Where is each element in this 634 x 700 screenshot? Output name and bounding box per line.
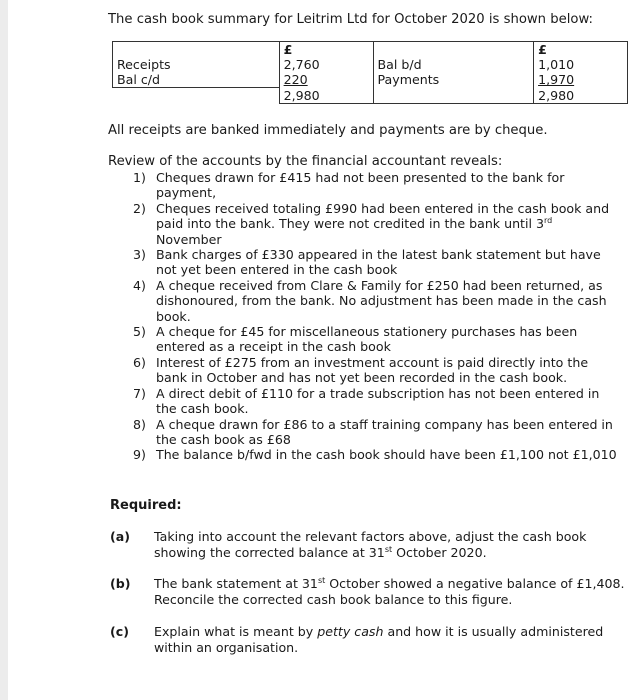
item-text: Interest of £275 from an investment account is paid directly into the bank in October and has not yet been recorded in the cash book.	[156, 354, 589, 386]
item-number: 6)	[133, 354, 146, 370]
item-number: 5)	[133, 324, 146, 340]
table-row	[113, 72, 628, 88]
list-item	[133, 355, 623, 386]
item-number: 8)	[133, 416, 146, 432]
row-label-left: Bal c/d	[113, 72, 280, 88]
list-item	[133, 417, 623, 448]
item-superscript: rd	[544, 216, 553, 226]
item-number: 7)	[133, 385, 146, 401]
row-label-right: Payments	[373, 72, 534, 88]
total-right: 2,980	[534, 88, 628, 104]
table-row	[113, 57, 628, 72]
row-amount-right: 1,010	[534, 57, 628, 72]
question-part-c	[110, 624, 630, 656]
item-text: Bank charges of £330 appeared in the latest bank statement but have not yet been entered in the cash book	[156, 247, 601, 278]
item-number: 2)	[133, 200, 146, 216]
row-amount-left: 220	[283, 72, 308, 87]
part-superscript: st	[384, 544, 393, 554]
row-label-right: Bal b/d	[373, 57, 534, 72]
cash-book-table	[112, 41, 628, 104]
question-part-b	[110, 576, 630, 608]
table-header-row	[113, 42, 628, 58]
item-text: Cheques received totaling £990 had been entered in the cash book and paid into the bank. They were not credited in the bank until 3	[156, 200, 610, 232]
currency-header-right: £	[534, 42, 628, 58]
list-item	[133, 170, 623, 201]
part-text-continued: October 2020.	[392, 545, 487, 560]
item-text: A direct debit of £110 for a trade subscription has not been entered in the cash book.	[156, 385, 600, 417]
row-amount-right: 1,970	[538, 72, 575, 87]
issues-list	[133, 170, 623, 463]
list-item	[133, 247, 623, 278]
item-number: 1)	[133, 170, 146, 185]
list-item	[133, 447, 623, 462]
review-heading: Review of the accounts by the financial accountant reveals:	[108, 154, 503, 169]
list-item	[133, 201, 623, 247]
part-text-continued: October showed a negative balance of £1,408. Reconcile the corrected cash book balance to this figure.	[154, 576, 625, 607]
part-letter: (a)	[110, 529, 131, 544]
item-text: The balance b/fwd in the cash book should have been £1,100 not £1,010	[156, 447, 617, 463]
list-item	[133, 278, 623, 324]
item-number: 4)	[133, 277, 146, 293]
item-text-continued: November	[156, 231, 222, 247]
item-text: A cheque drawn for £86 to a staff training company has been entered in the cash book as £68	[156, 416, 613, 447]
statement-receipts: All receipts are banked immediately and payments are by cheque.	[108, 123, 548, 138]
total-left: 2,980	[279, 88, 373, 104]
currency-header-left: £	[279, 42, 373, 58]
part-emphasis: petty cash	[317, 624, 384, 639]
row-amount-left: 2,760	[279, 57, 373, 72]
part-letter: (c)	[110, 624, 129, 639]
list-item	[133, 386, 623, 417]
part-superscript: st	[317, 575, 326, 585]
list-item	[133, 324, 623, 355]
part-letter: (b)	[110, 576, 131, 591]
part-text: Taking into account the relevant factors above, adjust the cash book showing the corrected balance at 31	[154, 529, 587, 560]
table-total-row	[113, 88, 628, 104]
item-text: A cheque for £45 for miscellaneous stationery purchases has been entered as a receipt in the cash book	[156, 324, 578, 355]
part-text: Explain what is meant by	[154, 624, 318, 639]
item-text: A cheque received from Clare & Family for £250 had been returned, as dishonoured, from the bank. No adjustment has been made in the cash book.	[156, 277, 607, 324]
required-heading: Required:	[110, 498, 182, 513]
part-text: The bank statement at 31	[154, 576, 318, 591]
item-number: 9)	[133, 447, 146, 463]
item-number: 3)	[133, 247, 146, 263]
question-part-a	[110, 529, 630, 561]
row-label-left: Receipts	[113, 57, 280, 72]
intro-text: The cash book summary for Leitrim Ltd for October 2020 is shown below:	[108, 12, 593, 27]
page-margin-strip	[0, 0, 8, 700]
item-text: Cheques drawn for £415 had not been presented to the bank for payment,	[156, 170, 565, 201]
part-text-continued: and how it is usually administered within an organisation.	[154, 624, 604, 655]
